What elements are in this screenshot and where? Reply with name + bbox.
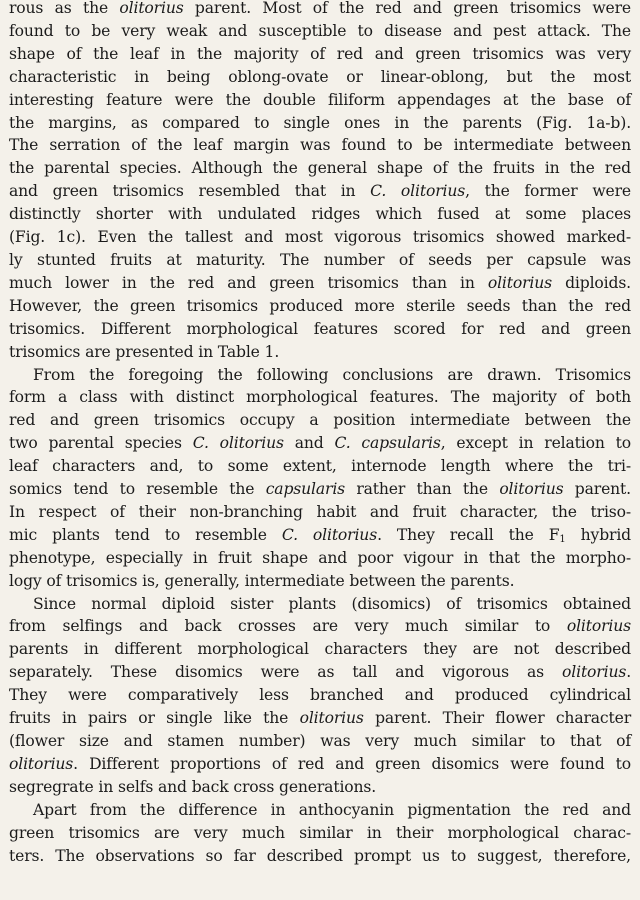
text-line: shape of the leaf in the majority of red and green trisomics was very [9, 44, 631, 63]
text-line: Apart from the difference in anthocyanin pigmentation the red and [33, 800, 631, 819]
text-line: interesting feature were the double filiform appendages at the base of [9, 90, 631, 109]
text-line: They were comparatively less branched and produced cylindrical [9, 686, 631, 705]
text-line: However, the green trisomics produced more sterile seeds than the red [9, 296, 631, 315]
text-line: the margins, as compared to single ones in the parents (Fig. 1a-b). [9, 113, 631, 132]
text-line: red and green trisomics occupy a position intermediate between the [9, 411, 631, 430]
text-line: and green trisomics resembled that in C. olitorius, the former were [9, 182, 631, 201]
text-line: leaf characters and, to some extent, internode length where the tri- [9, 457, 631, 476]
text-line: ters. The observations so far described prompt us to suggest, therefore, [9, 846, 631, 865]
text-line: ly stunted fruits at maturity. The number of seeds per capsule was [9, 250, 631, 269]
text-line: From the foregoing the following conclusions are drawn. Trisomics [33, 365, 631, 384]
text-line: In respect of their non-branching habit and fruit character, the triso- [9, 502, 631, 521]
text-line: somics tend to resemble the capsularis rather than the olitorius parent. [9, 480, 631, 499]
text-line: (flower size and stamen number) was very much similar to that of [9, 732, 631, 750]
text-line: form a class with distinct morphological features. The majority of both [9, 388, 631, 407]
text-line: much lower in the red and green trisomics than in olitorius diploids. [9, 273, 631, 292]
text-column [9, 0, 631, 867]
text-line: separately. These disomics were as tall and vigorous as olitorius. [9, 663, 631, 682]
text-line: parents in different morphological characters they are not described [9, 640, 631, 659]
text-line: distinctly shorter with undulated ridges which fused at some places [9, 205, 631, 224]
paragraph-p1 [9, 0, 631, 364]
text-line: from selfings and back crosses are very much similar to olitorius [9, 617, 631, 636]
text-line: two parental species C. olitorius and C. capsularis, except in relation to [9, 434, 631, 453]
text-line: olitorius. Different proportions of red and green disomics were found to [9, 754, 631, 773]
text-line: fruits in pairs or single like the olitorius parent. Their flower character [9, 709, 632, 728]
text-line: Since normal diploid sister plants (disomics) of trisomics obtained [33, 594, 631, 613]
text-line: (Fig. 1c). Even the tallest and most vigorous trisomics showed marked- [9, 228, 631, 247]
text-line: characteristic in being oblong-ovate or linear-oblong, but the most [9, 67, 631, 86]
text-line: the parental species. Although the general shape of the fruits in the red [9, 159, 631, 178]
text-line: mic plants tend to resemble C. olitorius. They recall the $F_1$ hybrid [9, 525, 632, 545]
paragraph-p4 [9, 799, 631, 868]
paragraph-p3 [9, 593, 631, 799]
text-line: found to be very weak and susceptible to disease and pest attack. The [9, 21, 631, 40]
text-line: trisomics. Different morphological features scored for red and green [9, 319, 631, 338]
text-line: trisomics are presented in Table 1. [9, 342, 280, 361]
paragraph-p2 [9, 364, 631, 593]
text-line: rous as the olitorius parent. Most of the red and green trisomics were [9, 0, 631, 17]
text-line: segregrate in selfs and back cross generations. [9, 777, 377, 796]
text-line: green trisomics are very much similar in their morphological charac- [9, 823, 631, 842]
text-line: phenotype, especially in fruit shape and poor vigour in that the morpho- [9, 548, 631, 567]
text-line: The serration of the leaf margin was found to be intermediate between [9, 136, 631, 155]
text-line: logy of trisomics is, generally, intermediate between the parents. [9, 571, 515, 590]
